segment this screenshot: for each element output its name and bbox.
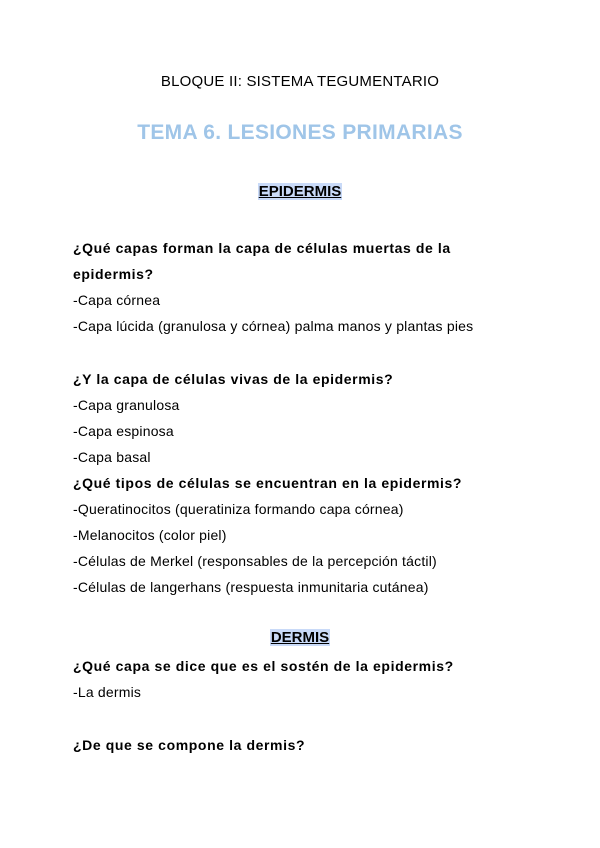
question-line: ¿Qué tipos de células se encuentran en la epidermis? bbox=[73, 475, 463, 491]
question-line: ¿Qué capas forman la capa de células muertas de la bbox=[73, 240, 451, 256]
answer-line: -Capa espinosa bbox=[73, 423, 174, 439]
answer-line: -La dermis bbox=[73, 684, 142, 700]
answer-line: -Capa córnea bbox=[73, 292, 161, 308]
answer-line: -Melanocitos (color piel) bbox=[73, 527, 227, 543]
answer-line: -Células de langerhans (respuesta inmunitaria cutánea) bbox=[73, 579, 429, 595]
question-line: ¿Y la capa de células vivas de la epidermis? bbox=[73, 371, 394, 387]
question-line: ¿De que se compone la dermis? bbox=[73, 737, 306, 753]
answer-line: -Capa lúcida (granulosa y córnea) palma manos y plantas pies bbox=[73, 318, 474, 334]
section-title-epidermis: EPIDERMIS bbox=[258, 183, 342, 200]
question-line: ¿Qué capa se dice que es el sostén de la epidermis? bbox=[73, 658, 454, 674]
answer-line: -Capa granulosa bbox=[73, 397, 180, 413]
section-title-dermis: DERMIS bbox=[270, 629, 330, 646]
block-title: BLOQUE II: SISTEMA TEGUMENTARIO bbox=[160, 73, 440, 90]
theme-title: TEMA 6. LESIONES PRIMARIAS bbox=[137, 121, 463, 144]
question-line: epidermis? bbox=[73, 266, 154, 282]
answer-line: -Queratinocitos (queratiniza formando capa córnea) bbox=[73, 501, 404, 517]
answer-line: -Células de Merkel (responsables de la percepción táctil) bbox=[73, 553, 437, 569]
answer-line: -Capa basal bbox=[73, 449, 151, 465]
